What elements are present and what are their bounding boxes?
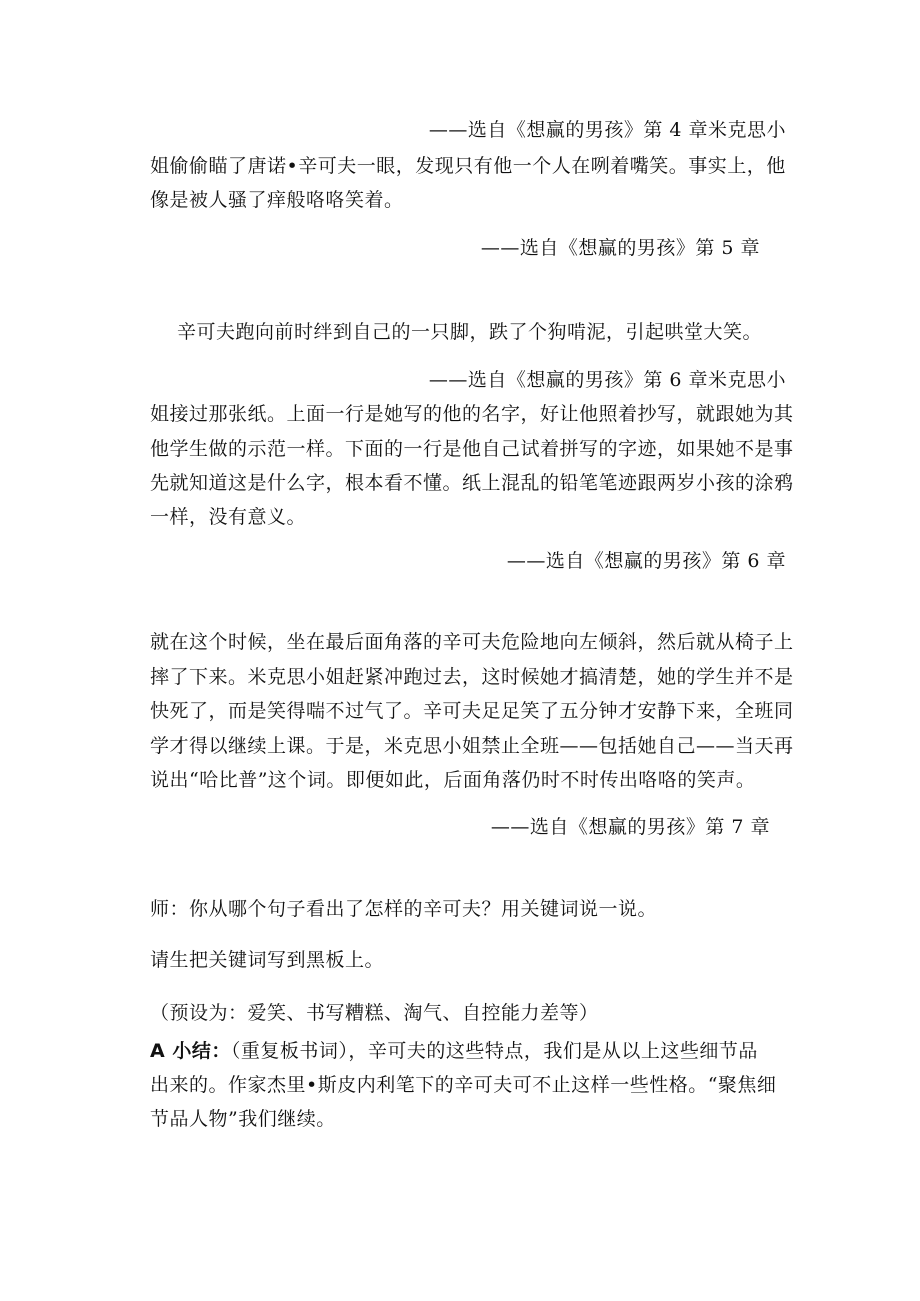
summary-line: 节品人物”我们继续。 <box>150 1108 336 1130</box>
summary-first-line <box>150 1038 758 1064</box>
paragraph-line: 姐接过那张纸。上面一行是她写的他的名字，好让他照着抄写，就跟她为其 <box>150 403 794 425</box>
paragraph-line: 快死了，而是笑得喘不过气了。辛可夫足足笑了五分钟才安静下来，全班同 <box>150 700 794 722</box>
summary-label: A 小结： <box>150 1040 231 1062</box>
paragraph-line: 说出“哈比普”这个词。即便如此，后面角落仍时不时传出咯咯的笑声。 <box>150 769 756 791</box>
paragraph-line: 姐偷偷瞄了唐诺•辛可夫一眼，发现只有他一个人在咧着嘴笑。事实上，他 <box>150 155 786 177</box>
summary-line: 出来的。作家杰里•斯皮内利笔下的辛可夫可不止这样一些性格。“聚焦细 <box>150 1074 777 1096</box>
summary-text: （重复板书词），辛可夫的这些特点，我们是从以上这些细节品 <box>230 1040 758 1062</box>
instruction-line: 请生把关键词写到黑板上。 <box>150 949 385 971</box>
paragraph-line: 辛可夫跑向前时绊到自己的一只脚，跌了个狗啃泥，引起哄堂大笑。 <box>177 321 763 343</box>
paragraph-line: 摔了下来。米克思小姐赶紧冲跑过去，这时候她才搞清楚，她的学生并不是 <box>150 666 794 688</box>
attribution-chapter-6-continued: ——选自《想赢的男孩》第 6 章米克思小 <box>428 369 786 391</box>
attribution-chapter-7: ——选自《想赢的男孩》第 7 章 <box>490 816 770 838</box>
attribution-chapter-4: ——选自《想赢的男孩》第 4 章米克思小 <box>428 119 786 141</box>
preset-answers: （预设为：爱笑、书写糟糕、淘气、自控能力差等） <box>150 1002 599 1024</box>
paragraph-line: 一样，没有意义。 <box>150 506 307 528</box>
teacher-question: 师：你从哪个句子看出了怎样的辛可夫？用关键词说一说。 <box>150 898 658 920</box>
paragraph-line: 先就知道这是什么字，根本看不懂。纸上混乱的铅笔笔迹跟两岁小孩的涂鸦 <box>150 472 794 494</box>
paragraph-line: 就在这个时候，坐在最后面角落的辛可夫危险地向左倾斜，然后就从椅子上 <box>150 631 794 653</box>
paragraph-line: 像是被人骚了痒般咯咯笑着。 <box>150 189 404 211</box>
paragraph-line: 学才得以继续上课。于是，米克思小姐禁止全班——包括她自己——当天再 <box>150 735 794 757</box>
attribution-chapter-5: ——选自《想赢的男孩》第 5 章 <box>480 237 760 259</box>
paragraph-line: 他学生做的示范一样。下面的一行是他自己试着拼写的字迹，如果她不是事 <box>150 438 794 460</box>
attribution-chapter-6: ——选自《想赢的男孩》第 6 章 <box>506 550 786 572</box>
